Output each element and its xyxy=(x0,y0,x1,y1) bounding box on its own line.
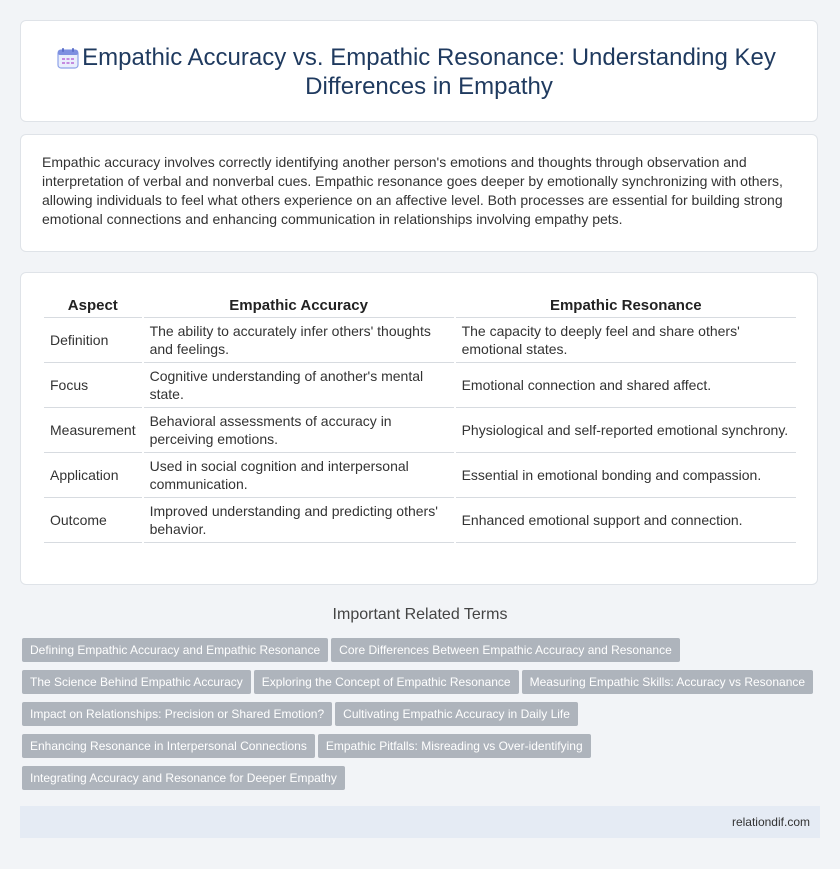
table-row xyxy=(44,408,796,453)
related-term-link[interactable]: Integrating Accuracy and Resonance for Deeper Empathy xyxy=(22,766,345,790)
related-term-link[interactable]: Enhancing Resonance in Interpersonal Connections xyxy=(22,734,315,758)
header-aspect: Aspect xyxy=(44,293,142,318)
page-title: Empathic Accuracy vs. Empathic Resonance: Understanding Key Differences in Empathy xyxy=(82,44,776,100)
footer-site-link[interactable]: relationdif.com xyxy=(731,815,810,829)
table-row xyxy=(44,318,796,363)
resonance-cell: Enhanced emotional support and connection. xyxy=(456,498,796,543)
related-term-link[interactable]: Cultivating Empathic Accuracy in Daily Life xyxy=(335,702,578,726)
related-term-link[interactable]: Empathic Pitfalls: Misreading vs Over-identifying xyxy=(318,734,591,758)
aspect-cell: Focus xyxy=(44,363,142,408)
aspect-cell: Definition xyxy=(44,318,142,363)
comparison-card xyxy=(20,272,818,585)
related-term-link[interactable]: Measuring Empathic Skills: Accuracy vs Resonance xyxy=(522,670,813,694)
header-card xyxy=(20,20,818,122)
accuracy-cell: Cognitive understanding of another's mental state. xyxy=(144,363,454,408)
related-term-link[interactable]: Core Differences Between Empathic Accuracy and Resonance xyxy=(331,638,680,662)
related-term-link[interactable]: Exploring the Concept of Empathic Resonance xyxy=(254,670,519,694)
table-header-row xyxy=(44,293,796,318)
intro-paragraph: Empathic accuracy involves correctly identifying another person's emotions and thoughts through observation and interpretation of verbal and nonverbal cues. Empathic resonance goes deeper by emotionally synchronizing with others, allowing individuals to feel what others experience on an affective level. Both processes are essential for building strong emotional connections and enhancing communication in relationships involving empathy pets. xyxy=(42,154,783,227)
related-term-link[interactable]: The Science Behind Empathic Accuracy xyxy=(22,670,251,694)
table-row xyxy=(44,453,796,498)
related-term-link[interactable]: Impact on Relationships: Precision or Shared Emotion? xyxy=(22,702,332,726)
aspect-cell: Application xyxy=(44,453,142,498)
related-term-link[interactable]: Defining Empathic Accuracy and Empathic Resonance xyxy=(22,638,328,662)
accuracy-cell: Behavioral assessments of accuracy in perceiving emotions. xyxy=(144,408,454,453)
related-terms-list xyxy=(22,638,822,798)
accuracy-cell: Improved understanding and predicting others' behavior. xyxy=(144,498,454,543)
comparison-table xyxy=(42,293,798,543)
resonance-cell: The capacity to deeply feel and share others' emotional states. xyxy=(456,318,796,363)
header-empathic-resonance: Empathic Resonance xyxy=(456,293,796,318)
accuracy-cell: The ability to accurately infer others' thoughts and feelings. xyxy=(144,318,454,363)
table-row xyxy=(44,498,796,543)
aspect-cell: Measurement xyxy=(44,408,142,453)
accuracy-cell: Used in social cognition and interpersonal communication. xyxy=(144,453,454,498)
table-row xyxy=(44,363,796,408)
intro-card xyxy=(20,134,818,252)
header-empathic-accuracy: Empathic Accuracy xyxy=(144,293,454,318)
footer xyxy=(20,806,820,838)
related-terms-title: Important Related Terms xyxy=(332,606,508,623)
aspect-cell: Outcome xyxy=(44,498,142,543)
resonance-cell: Essential in emotional bonding and compassion. xyxy=(456,453,796,498)
resonance-cell: Emotional connection and shared affect. xyxy=(456,363,796,408)
resonance-cell: Physiological and self-reported emotional synchrony. xyxy=(456,408,796,453)
